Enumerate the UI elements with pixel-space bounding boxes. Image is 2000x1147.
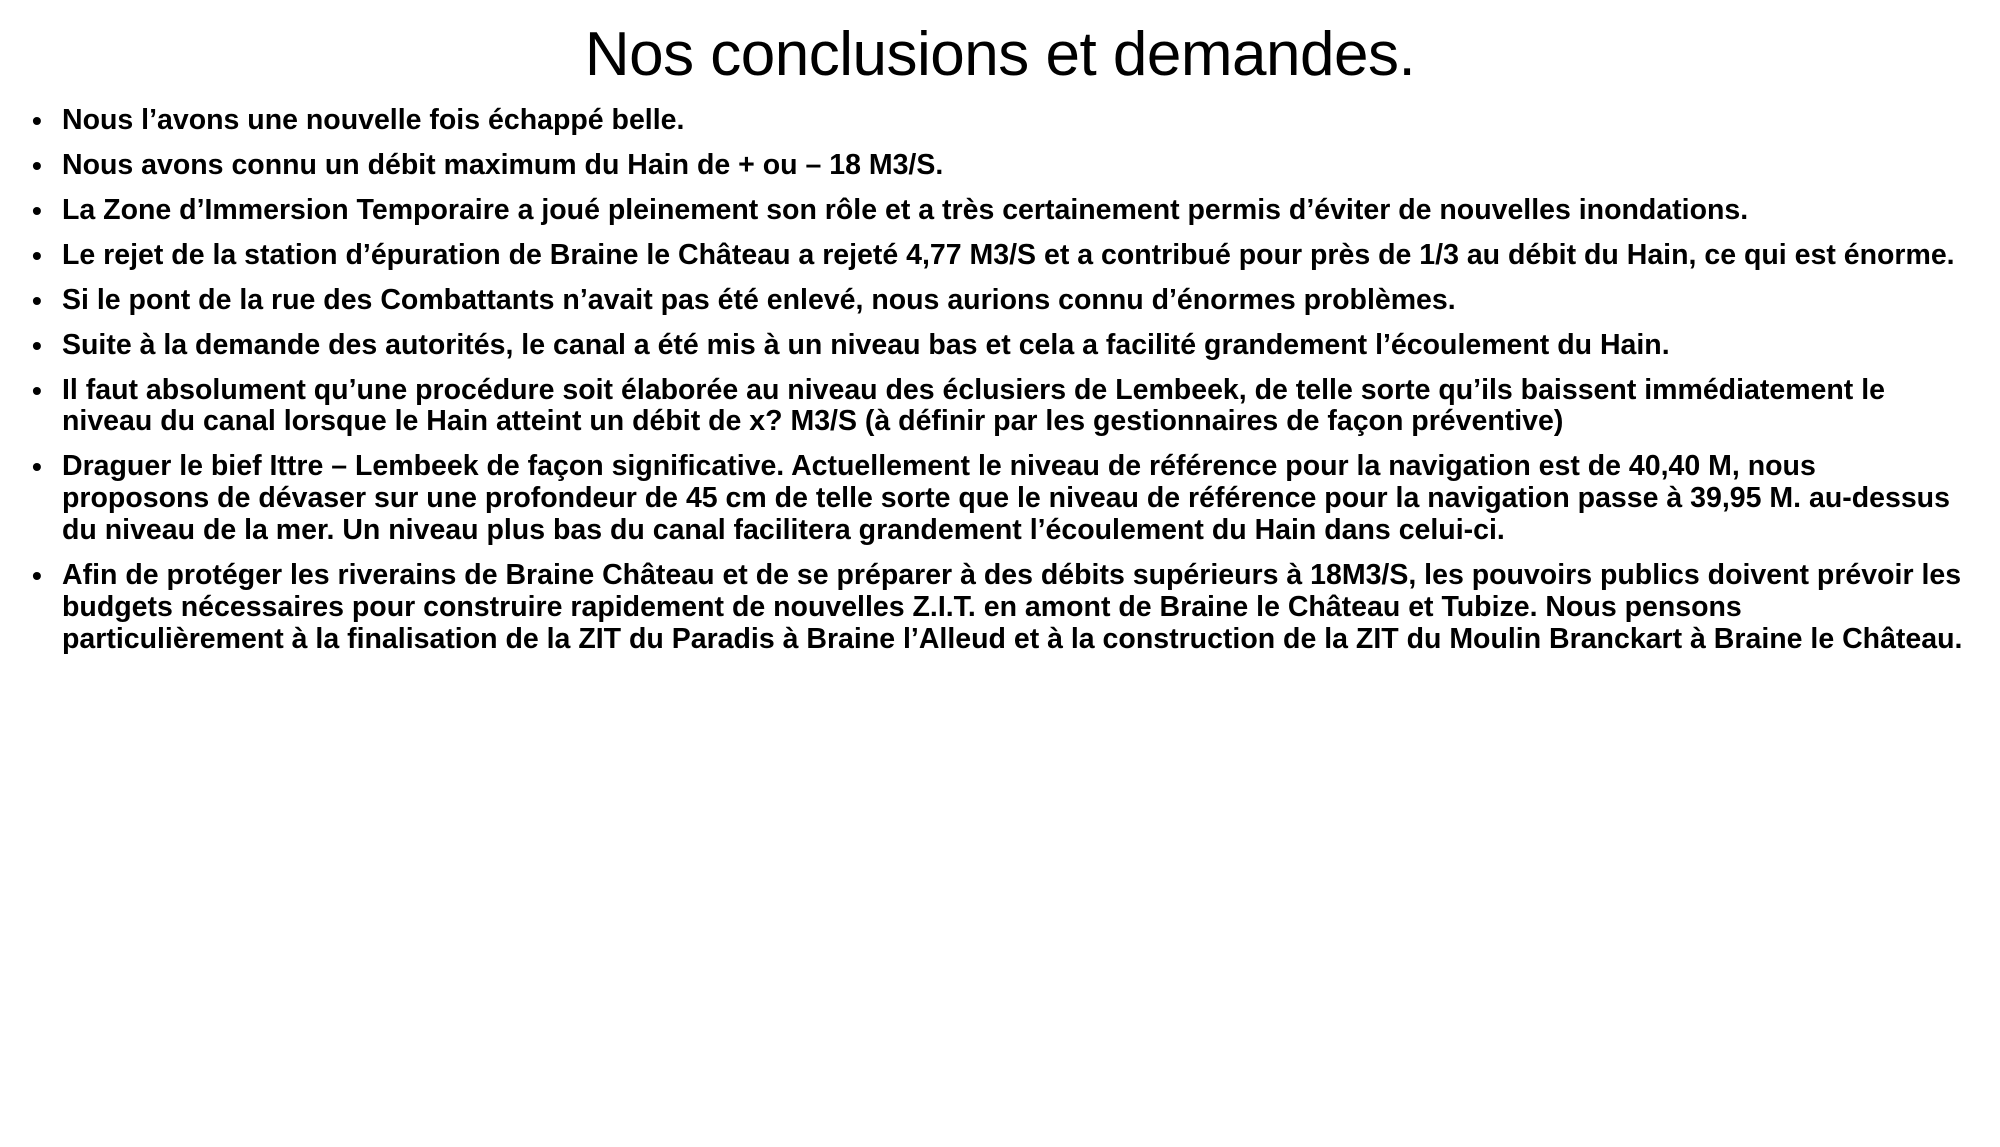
list-item (22, 105, 1964, 137)
bullet-marker-icon: • (32, 374, 42, 406)
list-item (22, 375, 1964, 439)
list-item-text: Il faut absolument qu’une procédure soit élaborée au niveau des éclusiers de Lembeek, de telle sorte qu’ils baissent immédiatement le niveau du canal lorsque le Hain atteint un débit de x? M3/S (à définir par les gestionnaires de façon préventive) (62, 373, 1885, 438)
bullet-marker-icon: • (32, 451, 42, 483)
list-item (22, 195, 1964, 227)
bullet-list (0, 105, 2000, 656)
bullet-marker-icon: • (32, 239, 42, 271)
list-item (22, 330, 1964, 362)
bullet-marker-icon: • (32, 284, 42, 316)
list-item (22, 150, 1964, 182)
list-item-text: Afin de protéger les riverains de Braine Château et de se préparer à des débits supérieurs à 18M3/S, les pouvoirs publics doivent prévoir les budgets nécessaires pour construire rapidement de nouvelles Z.I.T. en amont de Braine le Château et Tubize. Nous pensons particulièrement à la finalisation de la ZIT du Paradis à Braine l’Alleud et à la construction de la ZIT du Moulin Branckart à Braine le Château. (62, 559, 1963, 655)
list-item-text: Nous avons connu un débit maximum du Hain de + ou – 18 M3/S. (62, 149, 944, 181)
list-item-text: Suite à la demande des autorités, le canal a été mis à un niveau bas et cela a facilité grandement l’écoulement du Hain. (62, 328, 1670, 361)
list-item (22, 240, 1964, 272)
bullet-marker-icon: • (32, 150, 42, 181)
page-title: Nos conclusions et demandes. (584, 20, 1416, 89)
bullet-marker-icon: • (32, 194, 42, 226)
slide (0, 22, 2000, 1147)
list-item-text: Nous l’avons une nouvelle fois échappé belle. (62, 104, 685, 137)
list-item-text: La Zone d’Immersion Temporaire a joué pleinement son rôle et a très certainement permis d’éviter de nouvelles inondations. (62, 193, 1749, 226)
list-item-text: Le rejet de la station d’épuration de Braine le Château a rejeté 4,77 M3/S et a contribué pour près de 1/3 au débit du Hain, ce qui est énorme. (62, 238, 1955, 271)
list-item (22, 451, 1964, 547)
list-item (22, 560, 1964, 656)
list-item-text: Draguer le bief Ittre – Lembeek de façon significative. Actuellement le niveau de référence pour la navigation est de 40,40 M, nous proposons de dévaser sur une profondeur de 45 cm de telle sorte que le niveau de référence pour la navigation passe à 39,95 M. au-dessus du niveau de la mer. Un niveau plus bas du canal facilitera grandement l’écoulement du Hain dans celui-ci. (62, 450, 1950, 547)
bullet-marker-icon: • (32, 105, 42, 137)
bullet-marker-icon: • (32, 560, 42, 592)
list-item-text: Si le pont de la rue des Combattants n’avait pas été enlevé, nous aurions connu d’énormes problèmes. (62, 283, 1456, 316)
bullet-marker-icon: • (32, 329, 42, 361)
list-item (22, 285, 1964, 317)
